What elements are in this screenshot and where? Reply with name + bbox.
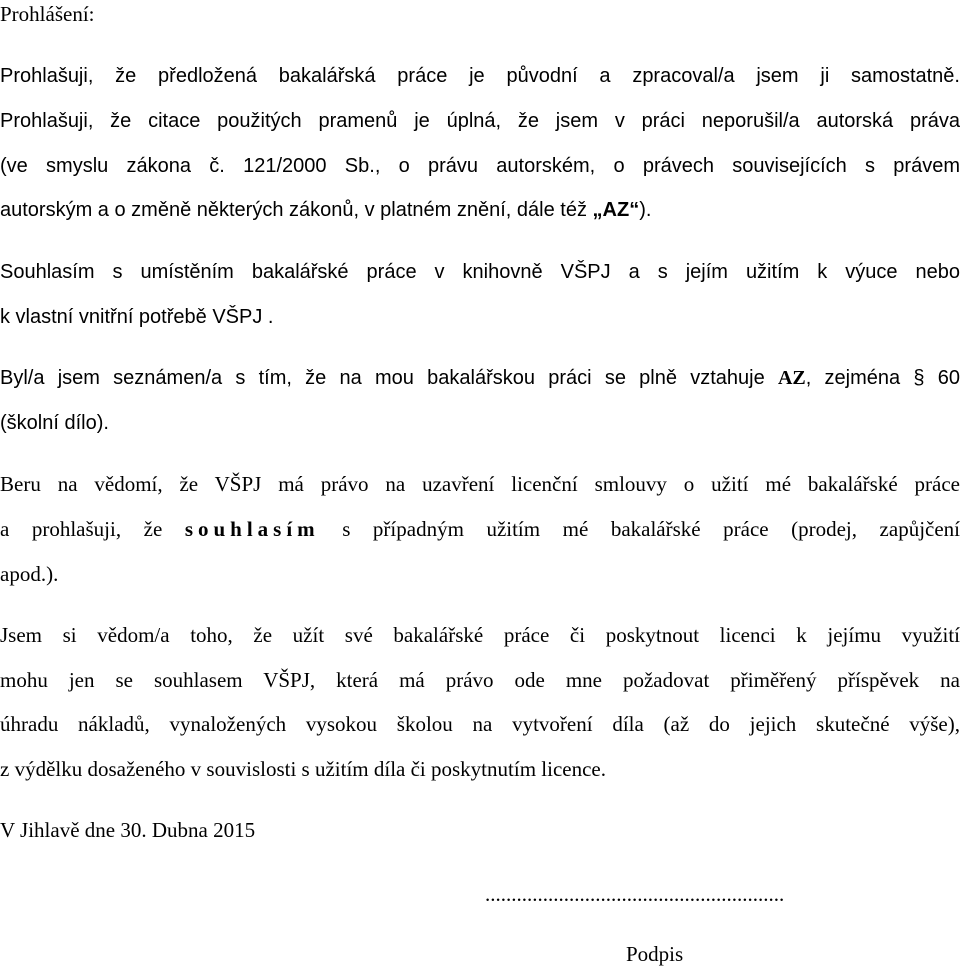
p3-line-1-part-c: , zejména § 60: [805, 367, 960, 389]
p4-line-2: [0, 519, 960, 540]
p4-line-2-part-a: a prohlašuji, že: [0, 517, 185, 541]
p5-line-2: mohu jen se souhlasem VŠPJ, která má právo ode mne požadovat přiměřený příspěvek na: [0, 668, 960, 692]
p2-line-1: Souhlasím s umístěním bakalářské práce v knihovně VŠPJ a s jejím užitím k výuce nebo: [0, 261, 960, 283]
p1-line-2: Prohlašuji, že citace použitých pramenů je úplná, že jsem v práci neporušil/a autorská práva: [0, 110, 960, 132]
p3-line-1-part-a: Byl/a jsem seznámen/a s tím, že na mou bakalářskou práci se plně vztahuje: [0, 367, 778, 389]
p1-line-3-part-a: (ve smyslu zákona č. 121/2000 Sb.: [0, 155, 375, 177]
p4-line-1: Beru na vědomí, že VŠPJ má právo na uzavření licenční smlouvy o užití mé bakalářské práce: [0, 472, 960, 496]
souhlasim-emphasis: souhlasím: [184, 517, 320, 541]
p4-line-2-part-c: s případným užitím mé bakalářské práce (prodej, zapůjčení: [319, 517, 960, 541]
p1-line-3-part-b: , o právu autorském, o právech souvisejících s právem: [374, 155, 960, 177]
az-reference: AZ: [777, 367, 806, 389]
p2-line-2: k vlastní vnitřní potřebě VŠPJ .: [0, 306, 274, 328]
p5-line-4: z výdělku dosaženého v souvislosti s užitím díla či poskytnutím licence.: [0, 757, 606, 781]
p5-line-3: úhradu nákladů, vynaložených vysokou školou na vytvoření díla (až do jejich skutečné výše),: [0, 712, 960, 736]
az-abbreviation: „AZ“: [592, 199, 640, 221]
p3-line-2: (školní dílo).: [0, 412, 109, 434]
p5-line-1: Jsem si vědom/a toho, že užít své bakalářské práce či poskytnout licenci k jejímu využití: [0, 623, 960, 647]
p1-line-1: Prohlašuji, že předložená bakalářská práce je původní a zpracoval/a jsem ji samostatně.: [0, 65, 960, 87]
p1-line-4: [0, 200, 651, 220]
place-date: V Jihlavě dne 30. Dubna 2015: [0, 818, 256, 842]
signature-line: .........................................................: [485, 882, 785, 906]
p3-line-1: [0, 368, 960, 388]
signature-label: Podpis: [626, 942, 684, 966]
p4-line-3: apod.).: [0, 562, 59, 586]
heading: Prohlášení:: [0, 2, 95, 26]
p1-line-4-part-c: ).: [639, 199, 652, 221]
p1-line-3: [0, 156, 960, 176]
p1-line-4-part-a: autorským a o změně některých zákonů, v platném znění, dále též: [0, 199, 593, 221]
